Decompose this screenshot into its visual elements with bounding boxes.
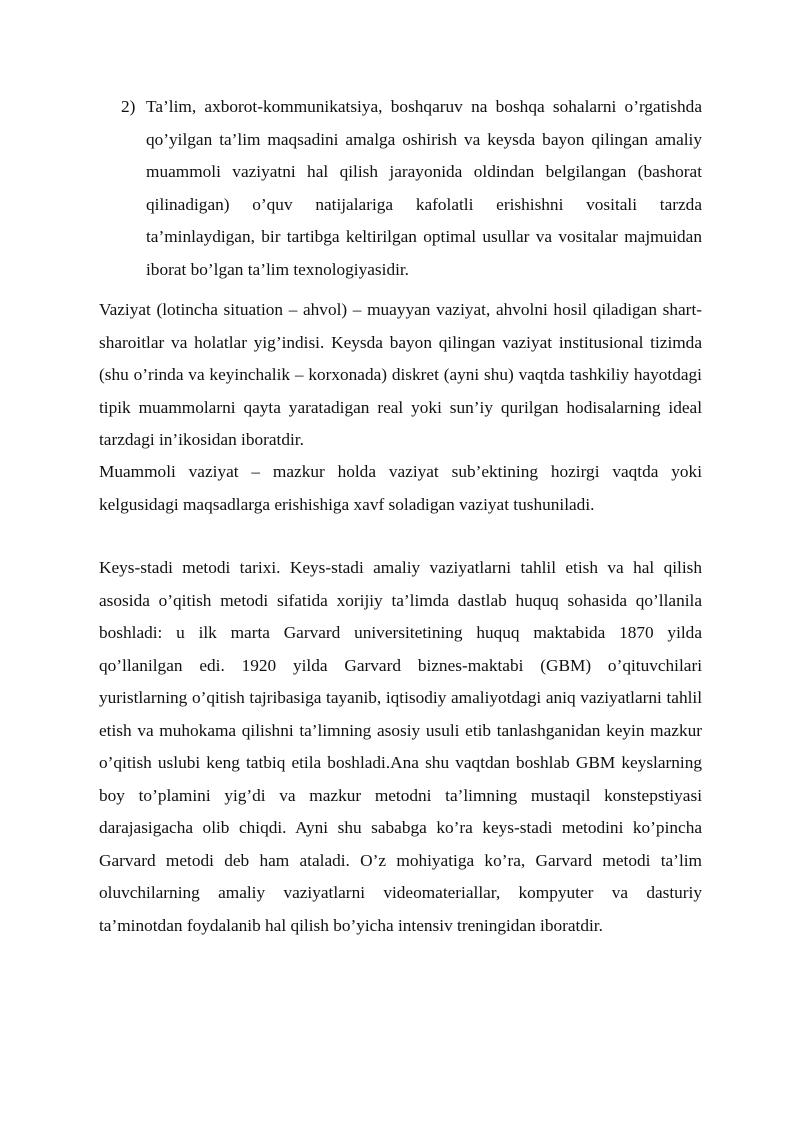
list-item-number: 2) [121, 97, 136, 116]
paragraph-muammoli-vaziyat: Muammoli vaziyat – mazkur holda vaziyat sub’ektining hozirgi vaqtda yoki kelgusidagi maqsadlarga erishishiga xavf soladigan vaziyat tushuniladi. [99, 462, 702, 514]
paragraph-keys-stadi-history: Keys-stadi metodi tarixi. Keys-stadi amaliy vaziyatlarni tahlil etish va hal qilish asosida o’qitish metodi sifatida xorijiy ta’limda dastlab huquq sohasida qo’llanila boshladi: u ilk marta Garvard universitetining huquq maktabida 1870 yilda qo’llanilgan edi. 1920 yilda Garvard biznes-maktabi (GBM) o’qituvchilari yuristlarning o’qitish tajribasiga tayanib, iqtisodiy amaliyotdagi aniq vaziyatlarni tahlil etish va muhokama qilishni ta’limning asosiy usuli etib tanlashganidan keyin mazkur o’qitish uslubi keng tatbiq etila boshladi.Ana shu vaqtdan boshlab GBM keyslarning boy to’plamini yig’di va mazkur metodni ta’limning mustaqil konstepstiyasi darajasigacha olib chiqdi. Ayni shu sababga ko’ra keys-stadi metodini ko’pincha Garvard metodi deb ham ataladi. O’z mohiyatiga ko’ra, Garvard metodi ta’lim oluvchilarning amaliy vaziyatlarni videomateriallar, kompyuter va dasturiy ta’minotdan foydalanib hal qilish bo’yicha intensiv treningidan iboratdir. [99, 558, 702, 935]
numbered-list-item [121, 91, 702, 286]
paragraph-vaziyat-definition: Vaziyat (lotincha situation – ahvol) – muayyan vaziyat, ahvolni hosil qiladigan shart-sharoitlar va holatlar yig’indisi. Keysda bayon qilingan vaziyat institusional tizimda (shu o’rinda va keyinchalik – korxonada) diskret (ayni shu) vaqtda tashkiliy hayotdagi tipik muammolarni qayta yaratadigan real yoki sun’iy qurilgan hodisalarning ideal tarzdagi in’ikosidan iboratdir. [99, 300, 702, 449]
list-item-text: Ta’lim, axborot-kommunikatsiya, boshqaruv na boshqa sohalarni o’rgatishda qo’yilgan ta’lim maqsadini amalga oshirish va keysda bayon qilingan amaliy muammoli vaziyatni hal qilish jarayonida oldindan belgilangan (bashorat qilinadigan) o’quv natijalariga kafolatli erishishni vositali tarzda ta’minlaydigan, bir tartibga keltirilgan optimal usullar va vositalar majmuidan iborat bo’lgan ta’lim texnologiyasidir. [146, 97, 702, 279]
